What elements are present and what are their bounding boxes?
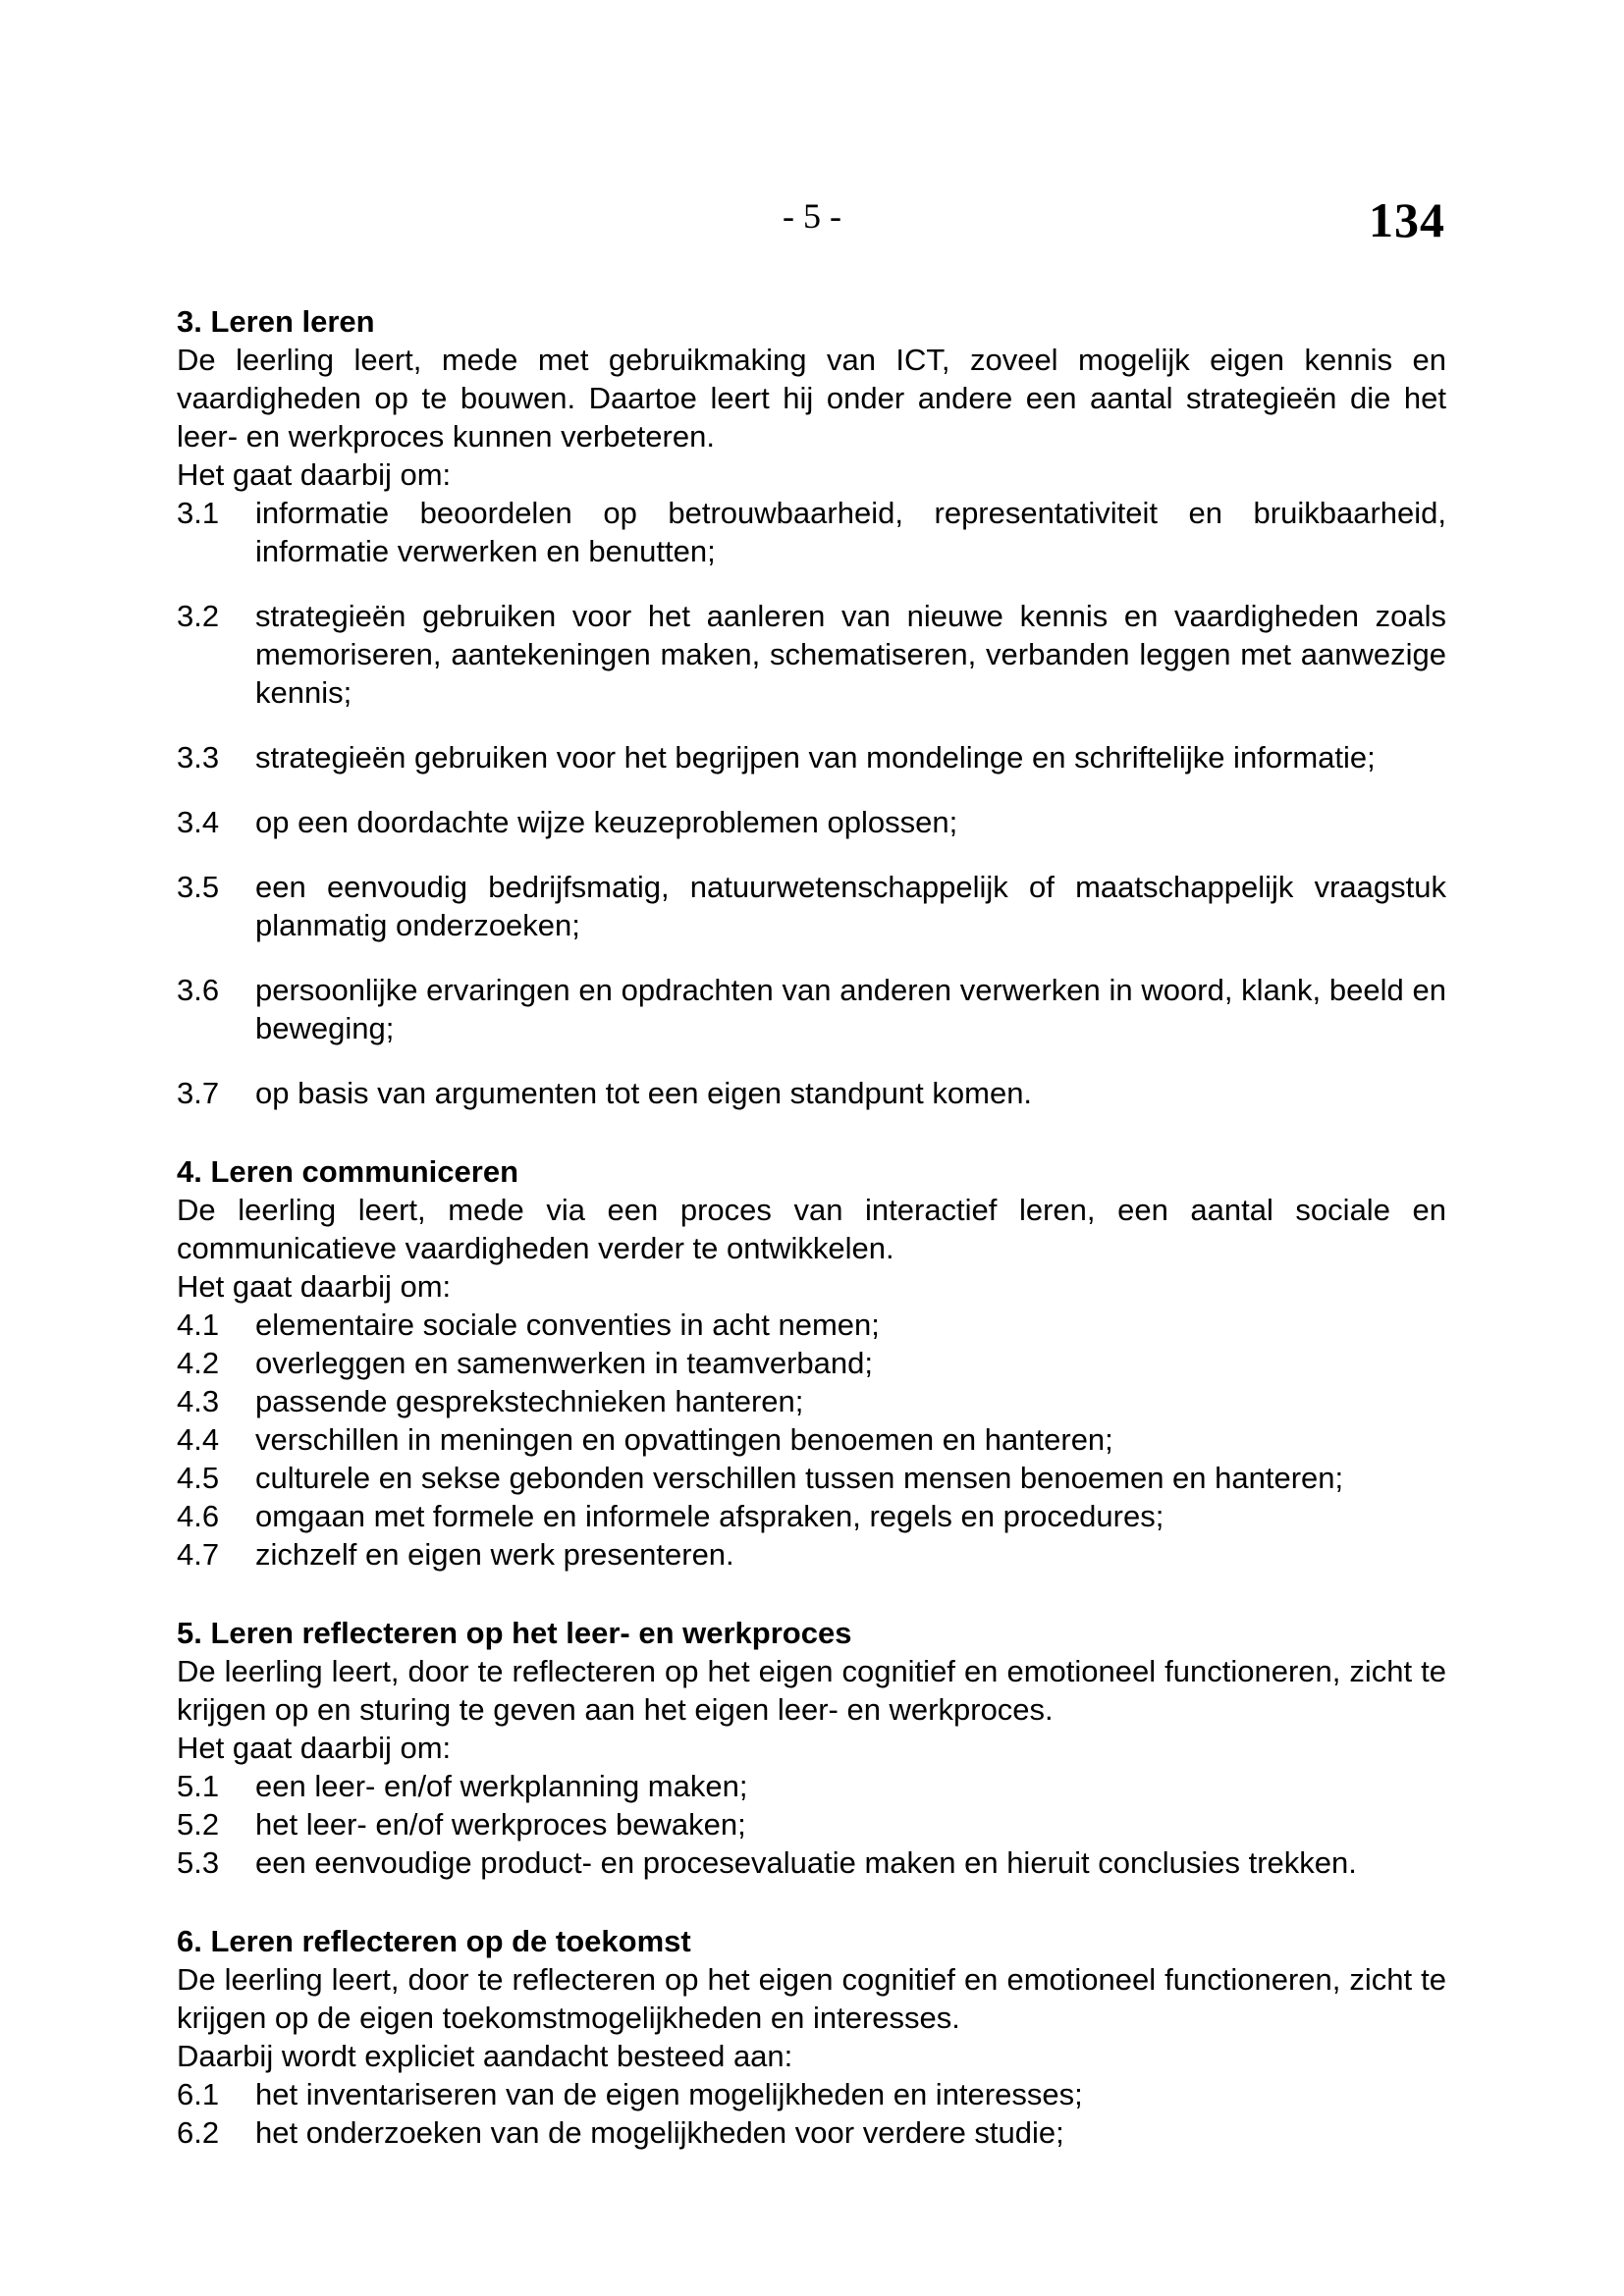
- objective-text: op een doordachte wijze keuzeproblemen oplossen;: [255, 805, 958, 839]
- objective-number: 3.6: [177, 973, 220, 1007]
- objective-text: het onderzoeken van de mogelijkheden voor verdere studie;: [255, 2115, 1064, 2150]
- objective-text: op basis van argumenten tot een eigen standpunt komen.: [255, 1076, 1033, 1110]
- objective-text: elementaire sociale conventies in acht nemen;: [255, 1308, 880, 1342]
- section-lead-in: Het gaat daarbij om:: [177, 1269, 452, 1304]
- objective-number: 3.5: [177, 870, 220, 904]
- objective-item: [177, 1805, 1446, 1843]
- objective-number: 4.7: [177, 1537, 220, 1572]
- objective-text: het inventariseren van de eigen mogelijkheden en interesses;: [255, 2077, 1083, 2111]
- objective-number: 4.3: [177, 1384, 220, 1418]
- objective-item: [177, 1420, 1446, 1459]
- objective-text: een eenvoudig bedrijfsmatig, natuurwetenschappelijk of maatschappelijk vraagstuk planmatig onderzoeken;: [255, 870, 1446, 942]
- objective-number: 4.2: [177, 1346, 220, 1380]
- objective-number: 4.5: [177, 1461, 220, 1495]
- objective-text: het leer- en/of werkproces bewaken;: [255, 1807, 746, 1842]
- objective-text: zichzelf en eigen werk presenteren.: [255, 1537, 734, 1572]
- section-lead-in: Het gaat daarbij om:: [177, 457, 452, 492]
- objective-number: 3.3: [177, 740, 220, 774]
- objective-number: 4.1: [177, 1308, 220, 1342]
- objective-list: [177, 2075, 1446, 2152]
- objective-number: 5.3: [177, 1845, 220, 1880]
- objective-number: 6.2: [177, 2115, 220, 2150]
- page-number: - 5 -: [783, 196, 841, 236]
- objective-number: 4.4: [177, 1422, 220, 1457]
- objective-text: een eenvoudige product- en procesevaluatie maken en hieruit conclusies trekken.: [255, 1845, 1357, 1880]
- objective-text: strategieën gebruiken voor het begrijpen van mondelinge en schriftelijke informatie;: [255, 740, 1376, 774]
- section-heading: 5. Leren reflecteren op het leer- en werkproces: [177, 1616, 852, 1650]
- objective-number: 3.7: [177, 1076, 220, 1110]
- objective-item: [177, 1497, 1446, 1535]
- document-section: [177, 302, 1446, 1112]
- objective-text: persoonlijke ervaringen en opdrachten van anderen verwerken in woord, klank, beeld en beweging;: [255, 973, 1446, 1045]
- objective-item: [177, 1306, 1446, 1344]
- document-section: [177, 1152, 1446, 1574]
- section-lead-in: Het gaat daarbij om:: [177, 1731, 452, 1765]
- objective-number: 4.6: [177, 1499, 220, 1533]
- objective-number: 5.2: [177, 1807, 220, 1842]
- objective-item: [177, 1767, 1446, 1805]
- objective-number: 3.1: [177, 496, 220, 530]
- objective-text: overleggen en samenwerken in teamverband;: [255, 1346, 873, 1380]
- objective-number: 6.1: [177, 2077, 220, 2111]
- objective-number: 5.1: [177, 1769, 220, 1803]
- objective-item: [177, 1459, 1446, 1497]
- section-heading: 6. Leren reflecteren op de toekomst: [177, 1924, 691, 1958]
- objective-item: [177, 597, 1446, 712]
- objective-item: [177, 738, 1446, 776]
- section-intro: De leerling leert, mede met gebruikmaking van ICT, zoveel mogelijk eigen kennis en vaardigheden op te bouwen. Daartoe leert hij onder andere een aantal strategieën die het leer- en werkproces kunnen verbeteren.: [177, 343, 1446, 454]
- section-intro: De leerling leert, door te reflecteren op het eigen cognitief en emotioneel functioneren, zicht te krijgen op de eigen toekomstmogelijkheden en interesses.: [177, 1962, 1446, 2035]
- document-section: [177, 1614, 1446, 1882]
- objective-item: [177, 1074, 1446, 1112]
- objective-text: culturele en sekse gebonden verschillen tussen mensen benoemen en hanteren;: [255, 1461, 1344, 1495]
- objective-list: [177, 1306, 1446, 1574]
- objective-item: [177, 2113, 1446, 2152]
- objective-item: [177, 1843, 1446, 1882]
- objective-text: strategieën gebruiken voor het aanleren van nieuwe kennis en vaardigheden zoals memoriseren, aantekeningen maken, schematiseren, verbanden leggen met aanwezige kennis;: [255, 599, 1446, 710]
- objective-item: [177, 1344, 1446, 1382]
- objective-text: informatie beoordelen op betrouwbaarheid, representativiteit en bruikbaarheid, informatie verwerken en benutten;: [255, 496, 1446, 568]
- objective-item: [177, 1535, 1446, 1574]
- objective-text: verschillen in meningen en opvattingen benoemen en hanteren;: [255, 1422, 1113, 1457]
- objective-list: [177, 494, 1446, 1112]
- objective-item: [177, 2075, 1446, 2113]
- section-intro: De leerling leert, door te reflecteren op het eigen cognitief en emotioneel functioneren, zicht te krijgen op en sturing te geven aan het eigen leer- en werkproces.: [177, 1654, 1446, 1727]
- objective-text: een leer- en/of werkplanning maken;: [255, 1769, 748, 1803]
- folio-stamp-number: 134: [1369, 192, 1445, 247]
- objective-number: 3.2: [177, 599, 220, 633]
- section-intro: De leerling leert, mede via een proces van interactief leren, een aantal sociale en communicatieve vaardigheden verder te ontwikkelen.: [177, 1193, 1446, 1265]
- section-lead-in: Daarbij wordt expliciet aandacht besteed aan:: [177, 2039, 793, 2073]
- objective-list: [177, 1767, 1446, 1882]
- document-section: [177, 1922, 1446, 2152]
- section-heading: 4. Leren communiceren: [177, 1154, 519, 1189]
- objective-item: [177, 868, 1446, 944]
- objective-item: [177, 1382, 1446, 1420]
- objective-number: 3.4: [177, 805, 220, 839]
- objective-item: [177, 971, 1446, 1047]
- section-heading: 3. Leren leren: [177, 304, 375, 339]
- document-body: [177, 302, 1446, 2152]
- objective-item: [177, 494, 1446, 570]
- objective-text: passende gesprekstechnieken hanteren;: [255, 1384, 804, 1418]
- objective-text: omgaan met formele en informele afspraken, regels en procedures;: [255, 1499, 1164, 1533]
- objective-item: [177, 803, 1446, 841]
